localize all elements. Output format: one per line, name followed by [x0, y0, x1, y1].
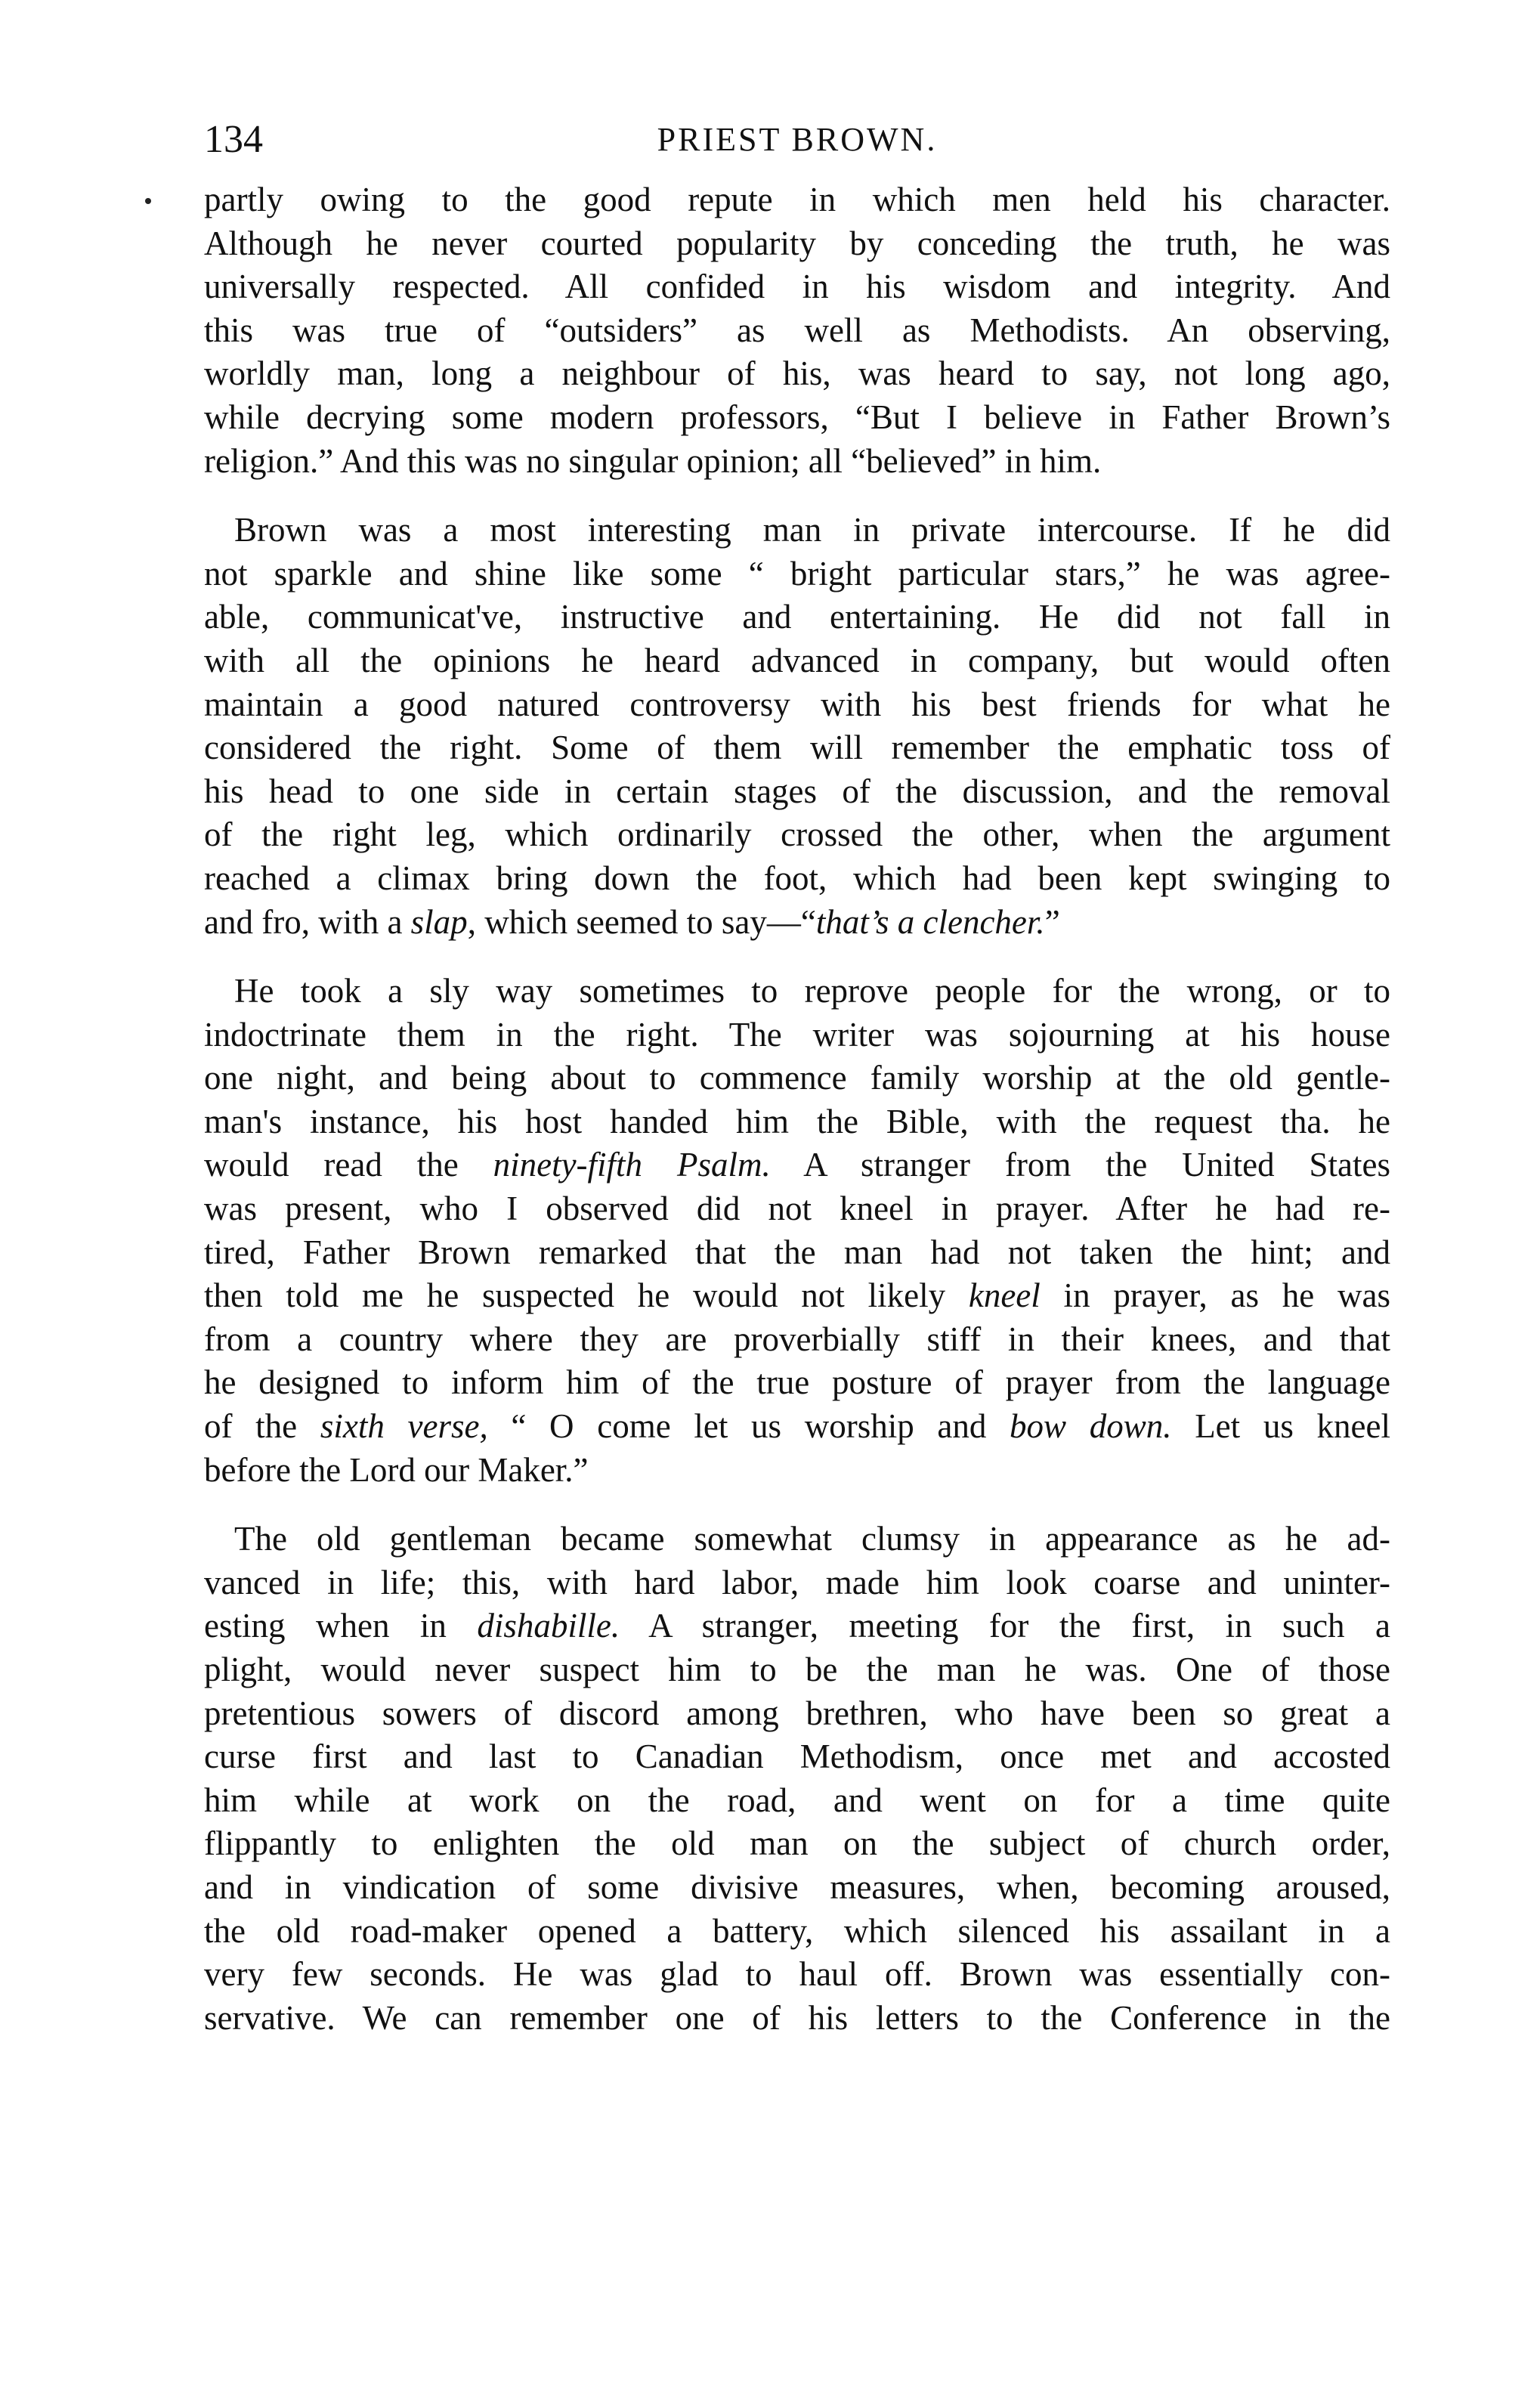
text-segment: , which seemed to say—“ [467, 902, 816, 941]
text-line: he designed to inform him of the true posture of prayer from the language [204, 1363, 1390, 1402]
italic-text: ninety-fifth Psalm. [493, 1146, 771, 1184]
text-line: tired, Father Brown remarked that the man had not taken the hint; and [204, 1233, 1390, 1271]
text-line: partly owing to the good repute in which men held his character. [204, 181, 1390, 218]
text-line: He took a sly way sometimes to reprove people for the wrong, or to [234, 972, 1390, 1010]
text-line: was present, who I observed did not kneel in prayer. After he had re- [204, 1190, 1390, 1228]
italic-text: that’s a clencher. [815, 902, 1045, 941]
text-line [204, 1143, 1390, 1187]
text-line: before the Lord our Maker.” [204, 1450, 589, 1489]
text-line [204, 1405, 1390, 1449]
text-line: curse first and last to Canadian Methodism, once met and accosted [204, 1737, 1390, 1776]
text-line [204, 901, 1390, 945]
text-line: plight, would never suspect him to be the man he was. One of those [204, 1651, 1390, 1688]
italic-text: slap [410, 902, 468, 941]
text-line: able, communicat've, instructive and entertaining. He did not fall in [204, 598, 1390, 636]
text-segment: esting when in [204, 1607, 478, 1645]
text-line: pretentious sowers of discord among brethren, who have been so great a [204, 1694, 1390, 1732]
text-line: servative. We can remember one of his letters to the Conference in the [204, 1998, 1390, 2037]
text-line: worldly man, long a neighbour of his, was heard to say, not long ago, [204, 354, 1390, 393]
text-line: maintain a good natured controversy with his best friends for what he [204, 685, 1390, 723]
text-line: The old gentleman became somewhat clumsy in appearance as he ad- [234, 1520, 1390, 1558]
text-line: Brown was a most interesting man in private intercourse. If he did [234, 511, 1390, 549]
paragraph-3 [204, 970, 1390, 1492]
text-line: one night, and being about to commence family worship at the old gentle- [204, 1059, 1390, 1097]
text-line: very few seconds. He was glad to haul off. Brown was essentially con- [204, 1955, 1390, 1994]
text-segment: of the [204, 1407, 320, 1446]
running-head: PRIEST BROWN. [657, 121, 938, 158]
text-segment: A stranger from the United States [770, 1146, 1390, 1184]
italic-text: sixth verse, [320, 1407, 488, 1446]
text-line: him while at work on the road, and went on for a time quite [204, 1781, 1390, 1819]
text-line: vanced in life; this, with hard labor, made him look coarse and uninter- [204, 1563, 1390, 1601]
page-header [204, 113, 1390, 166]
text-line: and in vindication of some divisive measures, when, becoming aroused, [204, 1867, 1390, 1906]
text-line: not sparkle and shine like some “ bright particular stars,” he was agree- [204, 554, 1390, 593]
italic-text: kneel [968, 1276, 1041, 1315]
paragraph-2 [204, 509, 1390, 944]
italic-text: dishabille. [477, 1607, 620, 1645]
text-segment: ” [1044, 902, 1060, 941]
margin-mark [145, 198, 151, 204]
page-number: 134 [204, 118, 263, 161]
text-line: religion.” And this was no singular opinion; all “believed” in him. [204, 441, 1102, 480]
text-line [204, 1604, 1390, 1648]
text-line: with all the opinions he heard advanced in company, but would often [204, 641, 1390, 679]
text-segment: and fro, with a [204, 902, 411, 941]
paragraph-4 [204, 1518, 1390, 2040]
text-line: considered the right. Some of them will remember the emphatic toss of [204, 729, 1390, 767]
text-line: indoctrinate them in the right. The writer was sojourning at his house [204, 1015, 1390, 1054]
text-line: this was true of “outsiders” as well as Methodists. An observing, [204, 311, 1390, 349]
text-line: of the right leg, which ordinarily crossed the other, when the argument [204, 815, 1390, 854]
text-segment: A stranger, meeting for the first, in such a [620, 1607, 1390, 1645]
body-text [204, 178, 1390, 2040]
text-segment: “ O come let us worship and [487, 1407, 1010, 1446]
text-segment: in prayer, as he was [1040, 1276, 1390, 1315]
paragraph-1 [204, 178, 1390, 483]
text-line: from a country where they are proverbially stiff in their knees, and that [204, 1320, 1390, 1358]
italic-text: bow down. [1010, 1407, 1172, 1446]
text-line: flippantly to enlighten the old man on the subject of church order, [204, 1824, 1390, 1863]
text-line: Although he never courted popularity by conceding the truth, he was [204, 224, 1390, 262]
text-line: his head to one side in certain stages of the discussion, and the removal [204, 772, 1390, 810]
text-line: reached a climax bring down the foot, which had been kept swinging to [204, 859, 1390, 897]
text-line: universally respected. All confided in his wisdom and integrity. And [204, 268, 1390, 306]
text-line: man's instance, his host handed him the Bible, with the request tha. he [204, 1102, 1390, 1140]
text-line: the old road-maker opened a battery, which silenced his assailant in a [204, 1911, 1390, 1950]
text-line [204, 1274, 1390, 1318]
text-segment: Let us kneel [1171, 1407, 1390, 1446]
text-segment: then told me he suspected he would not likely [204, 1276, 969, 1315]
text-segment: would read the [204, 1146, 493, 1184]
text-line: while decrying some modern professors, “But I believe in Father Brown’s [204, 398, 1390, 436]
